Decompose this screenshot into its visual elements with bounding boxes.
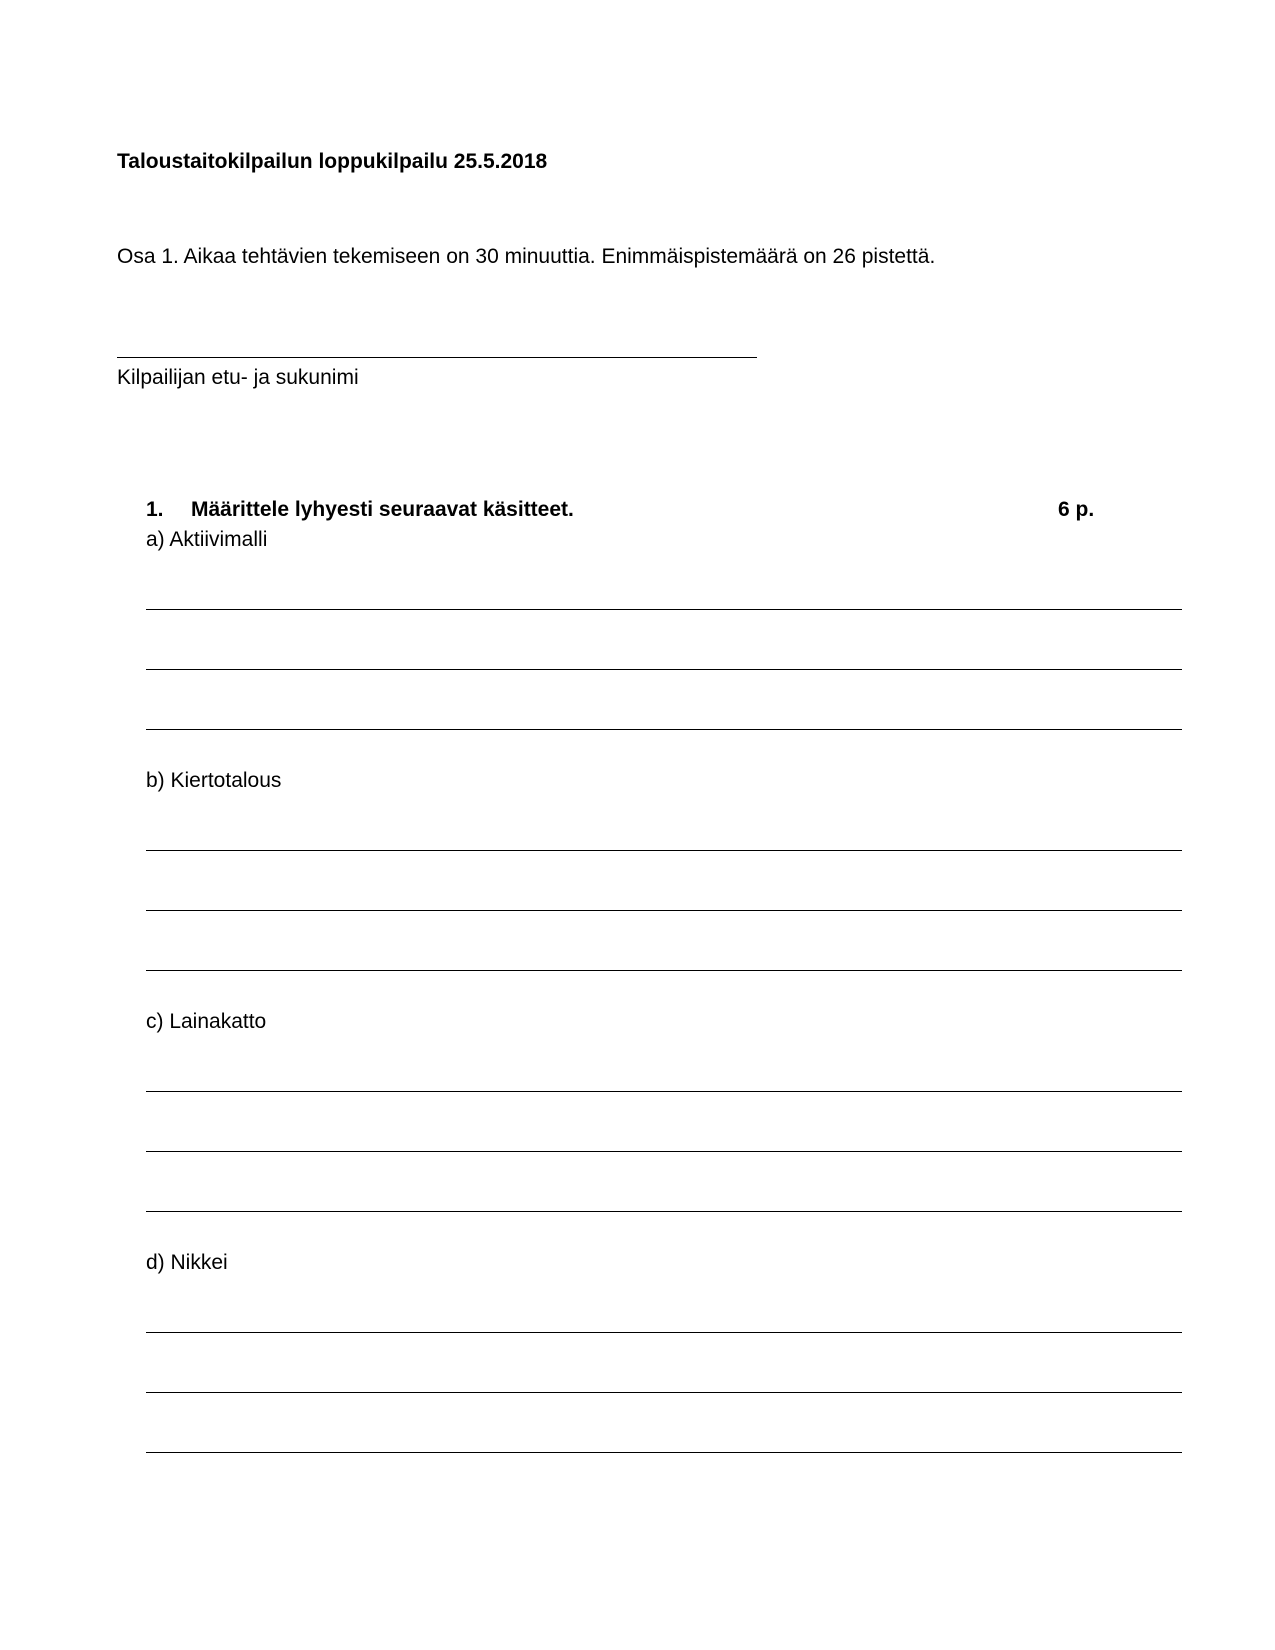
answer-line[interactable] <box>146 1091 1182 1092</box>
name-field-label: Kilpailijan etu- ja sukunimi <box>117 366 359 389</box>
question-number: 1. <box>146 498 164 521</box>
part-d-label: d) Nikkei <box>146 1251 228 1274</box>
answer-line[interactable] <box>146 1151 1182 1152</box>
answer-line[interactable] <box>146 609 1182 610</box>
answer-line[interactable] <box>146 1392 1182 1393</box>
part-c-label: c) Lainakatto <box>146 1010 267 1033</box>
instructions-text: Osa 1. Aikaa tehtävien tekemiseen on 30 minuuttia. Enimmäispistemäärä on 26 pistettä. <box>117 245 936 268</box>
answer-line[interactable] <box>146 910 1182 911</box>
part-a-label: a) Aktiivimalli <box>146 528 268 551</box>
answer-line[interactable] <box>146 970 1182 971</box>
answer-line[interactable] <box>146 1452 1182 1453</box>
name-field-line[interactable] <box>117 357 757 358</box>
answer-line[interactable] <box>146 729 1182 730</box>
question-points: 6 p. <box>1058 498 1095 521</box>
answer-line[interactable] <box>146 850 1182 851</box>
answer-line[interactable] <box>146 1211 1182 1212</box>
document-title: Taloustaitokilpailun loppukilpailu 25.5.2018 <box>117 150 548 173</box>
answer-line[interactable] <box>146 1332 1182 1333</box>
answer-line[interactable] <box>146 669 1182 670</box>
question-text: Määrittele lyhyesti seuraavat käsitteet. <box>191 498 574 521</box>
part-b-label: b) Kiertotalous <box>146 769 282 792</box>
